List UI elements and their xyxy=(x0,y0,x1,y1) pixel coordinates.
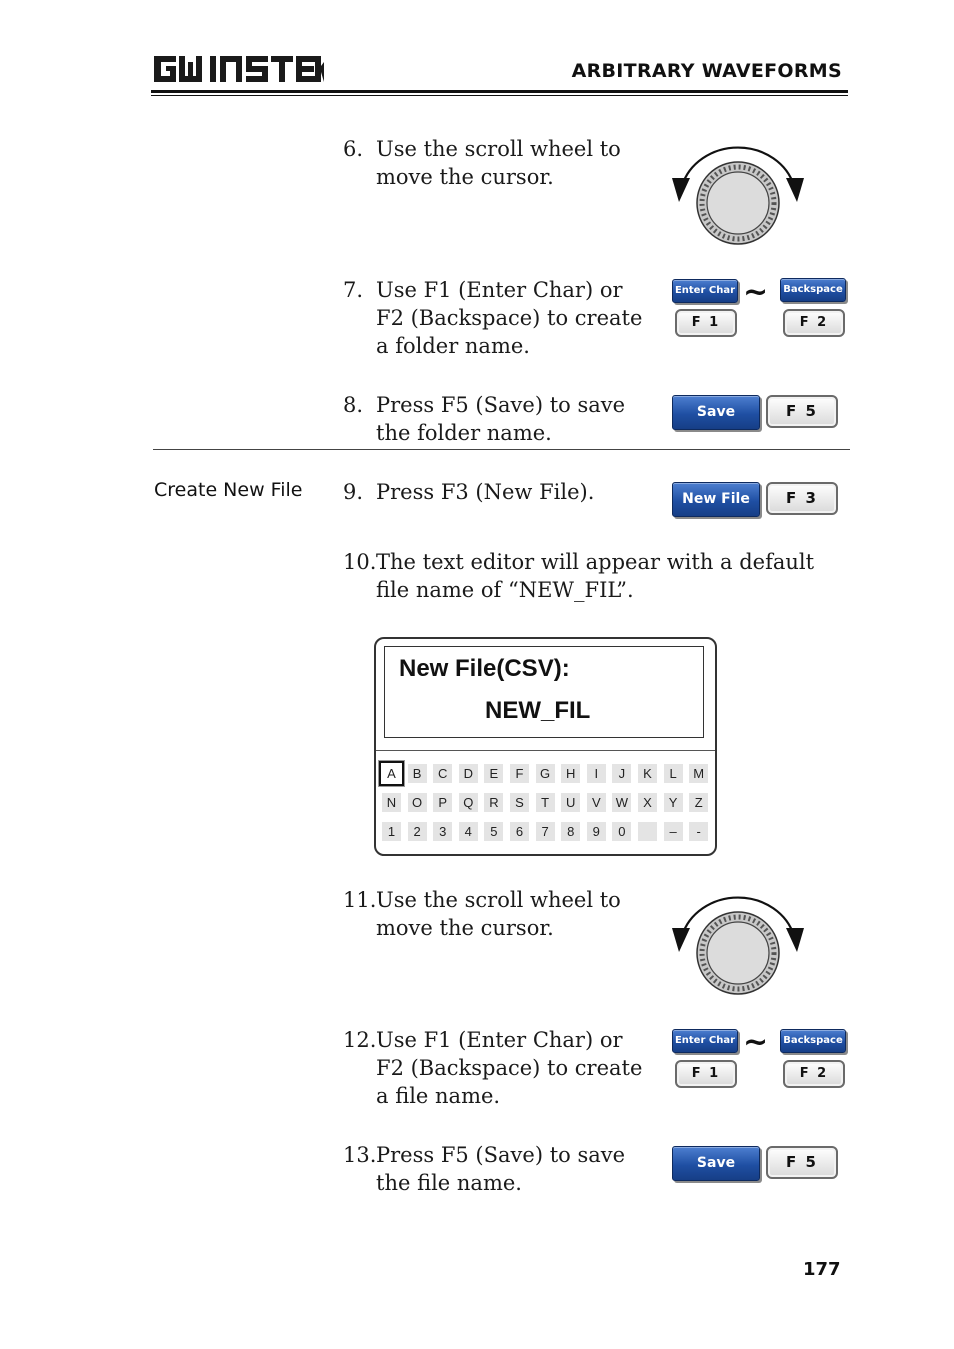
step-number: 11. xyxy=(343,888,377,912)
char-key[interactable]: 4 xyxy=(459,822,478,841)
backspace-softkey[interactable]: Backspace xyxy=(780,278,846,302)
step-text: Press F5 (Save) to save the folder name. xyxy=(376,393,626,445)
step-10 xyxy=(343,548,843,604)
char-key[interactable]: H xyxy=(561,764,580,783)
step-text: The text editor will appear with a default file name of “NEW_FIL”. xyxy=(376,550,815,602)
char-key[interactable] xyxy=(638,822,657,841)
char-key[interactable]: T xyxy=(536,793,555,812)
f1-button[interactable]: F 1 xyxy=(675,309,737,337)
char-key[interactable]: X xyxy=(638,793,657,812)
char-key[interactable]: I xyxy=(587,764,606,783)
screen-title: New File(CSV): xyxy=(399,655,570,682)
backspace-softkey[interactable]: Backspace xyxy=(780,1029,846,1053)
step-number: 6. xyxy=(343,137,364,161)
char-key[interactable]: E xyxy=(484,764,503,783)
f2-button[interactable]: F 2 xyxy=(783,309,845,337)
f2-button[interactable]: F 2 xyxy=(783,1060,845,1088)
char-key[interactable]: 7 xyxy=(536,822,555,841)
scroll-wheel-icon xyxy=(668,134,808,248)
step-6 xyxy=(343,135,643,191)
f1-button[interactable]: F 1 xyxy=(675,1060,737,1088)
char-key[interactable]: D xyxy=(459,764,478,783)
section-divider xyxy=(153,449,850,450)
enter-char-softkey[interactable]: Enter Char xyxy=(672,1029,738,1053)
tilde-symbol: ~ xyxy=(743,275,769,310)
char-key[interactable]: 9 xyxy=(587,822,606,841)
char-key[interactable]: S xyxy=(510,793,529,812)
char-key[interactable]: P xyxy=(433,793,452,812)
char-key[interactable]: U xyxy=(561,793,580,812)
save-softkey[interactable]: Save xyxy=(672,1146,760,1181)
f5-button[interactable]: F 5 xyxy=(766,1146,838,1179)
char-key[interactable]: 3 xyxy=(433,822,452,841)
step-11 xyxy=(343,886,643,942)
save-softkey[interactable]: Save xyxy=(672,395,760,430)
char-key[interactable]: Q xyxy=(459,793,478,812)
char-key[interactable]: G xyxy=(536,764,555,783)
new-file-softkey[interactable]: New File xyxy=(672,482,760,517)
char-key[interactable]: R xyxy=(484,793,503,812)
step-number: 7. xyxy=(343,278,364,302)
step-number: 10. xyxy=(343,550,377,574)
step-8 xyxy=(343,391,643,447)
char-key[interactable]: F xyxy=(510,764,529,783)
char-key[interactable]: V xyxy=(587,793,606,812)
step-text: Use the scroll wheel to move the cursor. xyxy=(376,137,621,189)
char-key[interactable]: L xyxy=(664,764,683,783)
char-key[interactable]: O xyxy=(408,793,427,812)
side-label: Create New File xyxy=(154,479,303,501)
screen-separator xyxy=(376,750,715,751)
f3-button[interactable]: F 3 xyxy=(766,482,838,515)
char-key[interactable]: W xyxy=(612,793,631,812)
char-key[interactable]: Z xyxy=(689,793,708,812)
filename-value: NEW_FIL xyxy=(485,697,591,724)
page-number: 177 xyxy=(803,1259,841,1280)
char-key[interactable]: A xyxy=(379,761,404,786)
char-key[interactable]: C xyxy=(433,764,452,783)
f5-button[interactable]: F 5 xyxy=(766,395,838,428)
char-key[interactable]: 8 xyxy=(561,822,580,841)
char-key[interactable]: Y xyxy=(664,793,683,812)
section-title: ARBITRARY WAVEFORMS xyxy=(571,60,842,82)
step-12 xyxy=(343,1026,643,1110)
char-key[interactable]: - xyxy=(689,822,708,841)
step-9 xyxy=(343,478,643,506)
step-text: Use F1 (Enter Char) or F2 (Backspace) to create a folder name. xyxy=(376,278,643,358)
gw-instek-logo xyxy=(152,52,327,86)
header-rule xyxy=(151,90,848,93)
step-number: 12. xyxy=(343,1028,377,1052)
char-key[interactable]: – xyxy=(664,822,683,841)
step-text: Press F3 (New File). xyxy=(376,480,595,504)
step-number: 9. xyxy=(343,480,364,504)
step-text: Use the scroll wheel to move the cursor. xyxy=(376,888,621,940)
char-key[interactable]: M xyxy=(689,764,708,783)
char-key[interactable]: 5 xyxy=(484,822,503,841)
char-key[interactable]: 2 xyxy=(408,822,427,841)
scroll-wheel-icon xyxy=(668,884,808,998)
char-key[interactable]: N xyxy=(382,793,401,812)
step-text: Use F1 (Enter Char) or F2 (Backspace) to create a file name. xyxy=(376,1028,643,1108)
enter-char-softkey[interactable]: Enter Char xyxy=(672,279,738,303)
char-key[interactable]: 1 xyxy=(382,822,401,841)
char-key[interactable]: B xyxy=(408,764,427,783)
step-number: 13. xyxy=(343,1143,377,1167)
char-key[interactable]: K xyxy=(638,764,657,783)
step-13 xyxy=(343,1141,643,1197)
text-editor-screen xyxy=(374,637,717,856)
step-text: Press F5 (Save) to save the file name. xyxy=(376,1143,626,1195)
char-key[interactable]: 0 xyxy=(612,822,631,841)
step-7 xyxy=(343,276,643,360)
filename-display xyxy=(384,646,704,738)
tilde-symbol: ~ xyxy=(743,1025,769,1060)
step-number: 8. xyxy=(343,393,364,417)
char-key[interactable]: J xyxy=(612,764,631,783)
char-key[interactable]: 6 xyxy=(510,822,529,841)
header-rule-thin xyxy=(151,95,848,96)
